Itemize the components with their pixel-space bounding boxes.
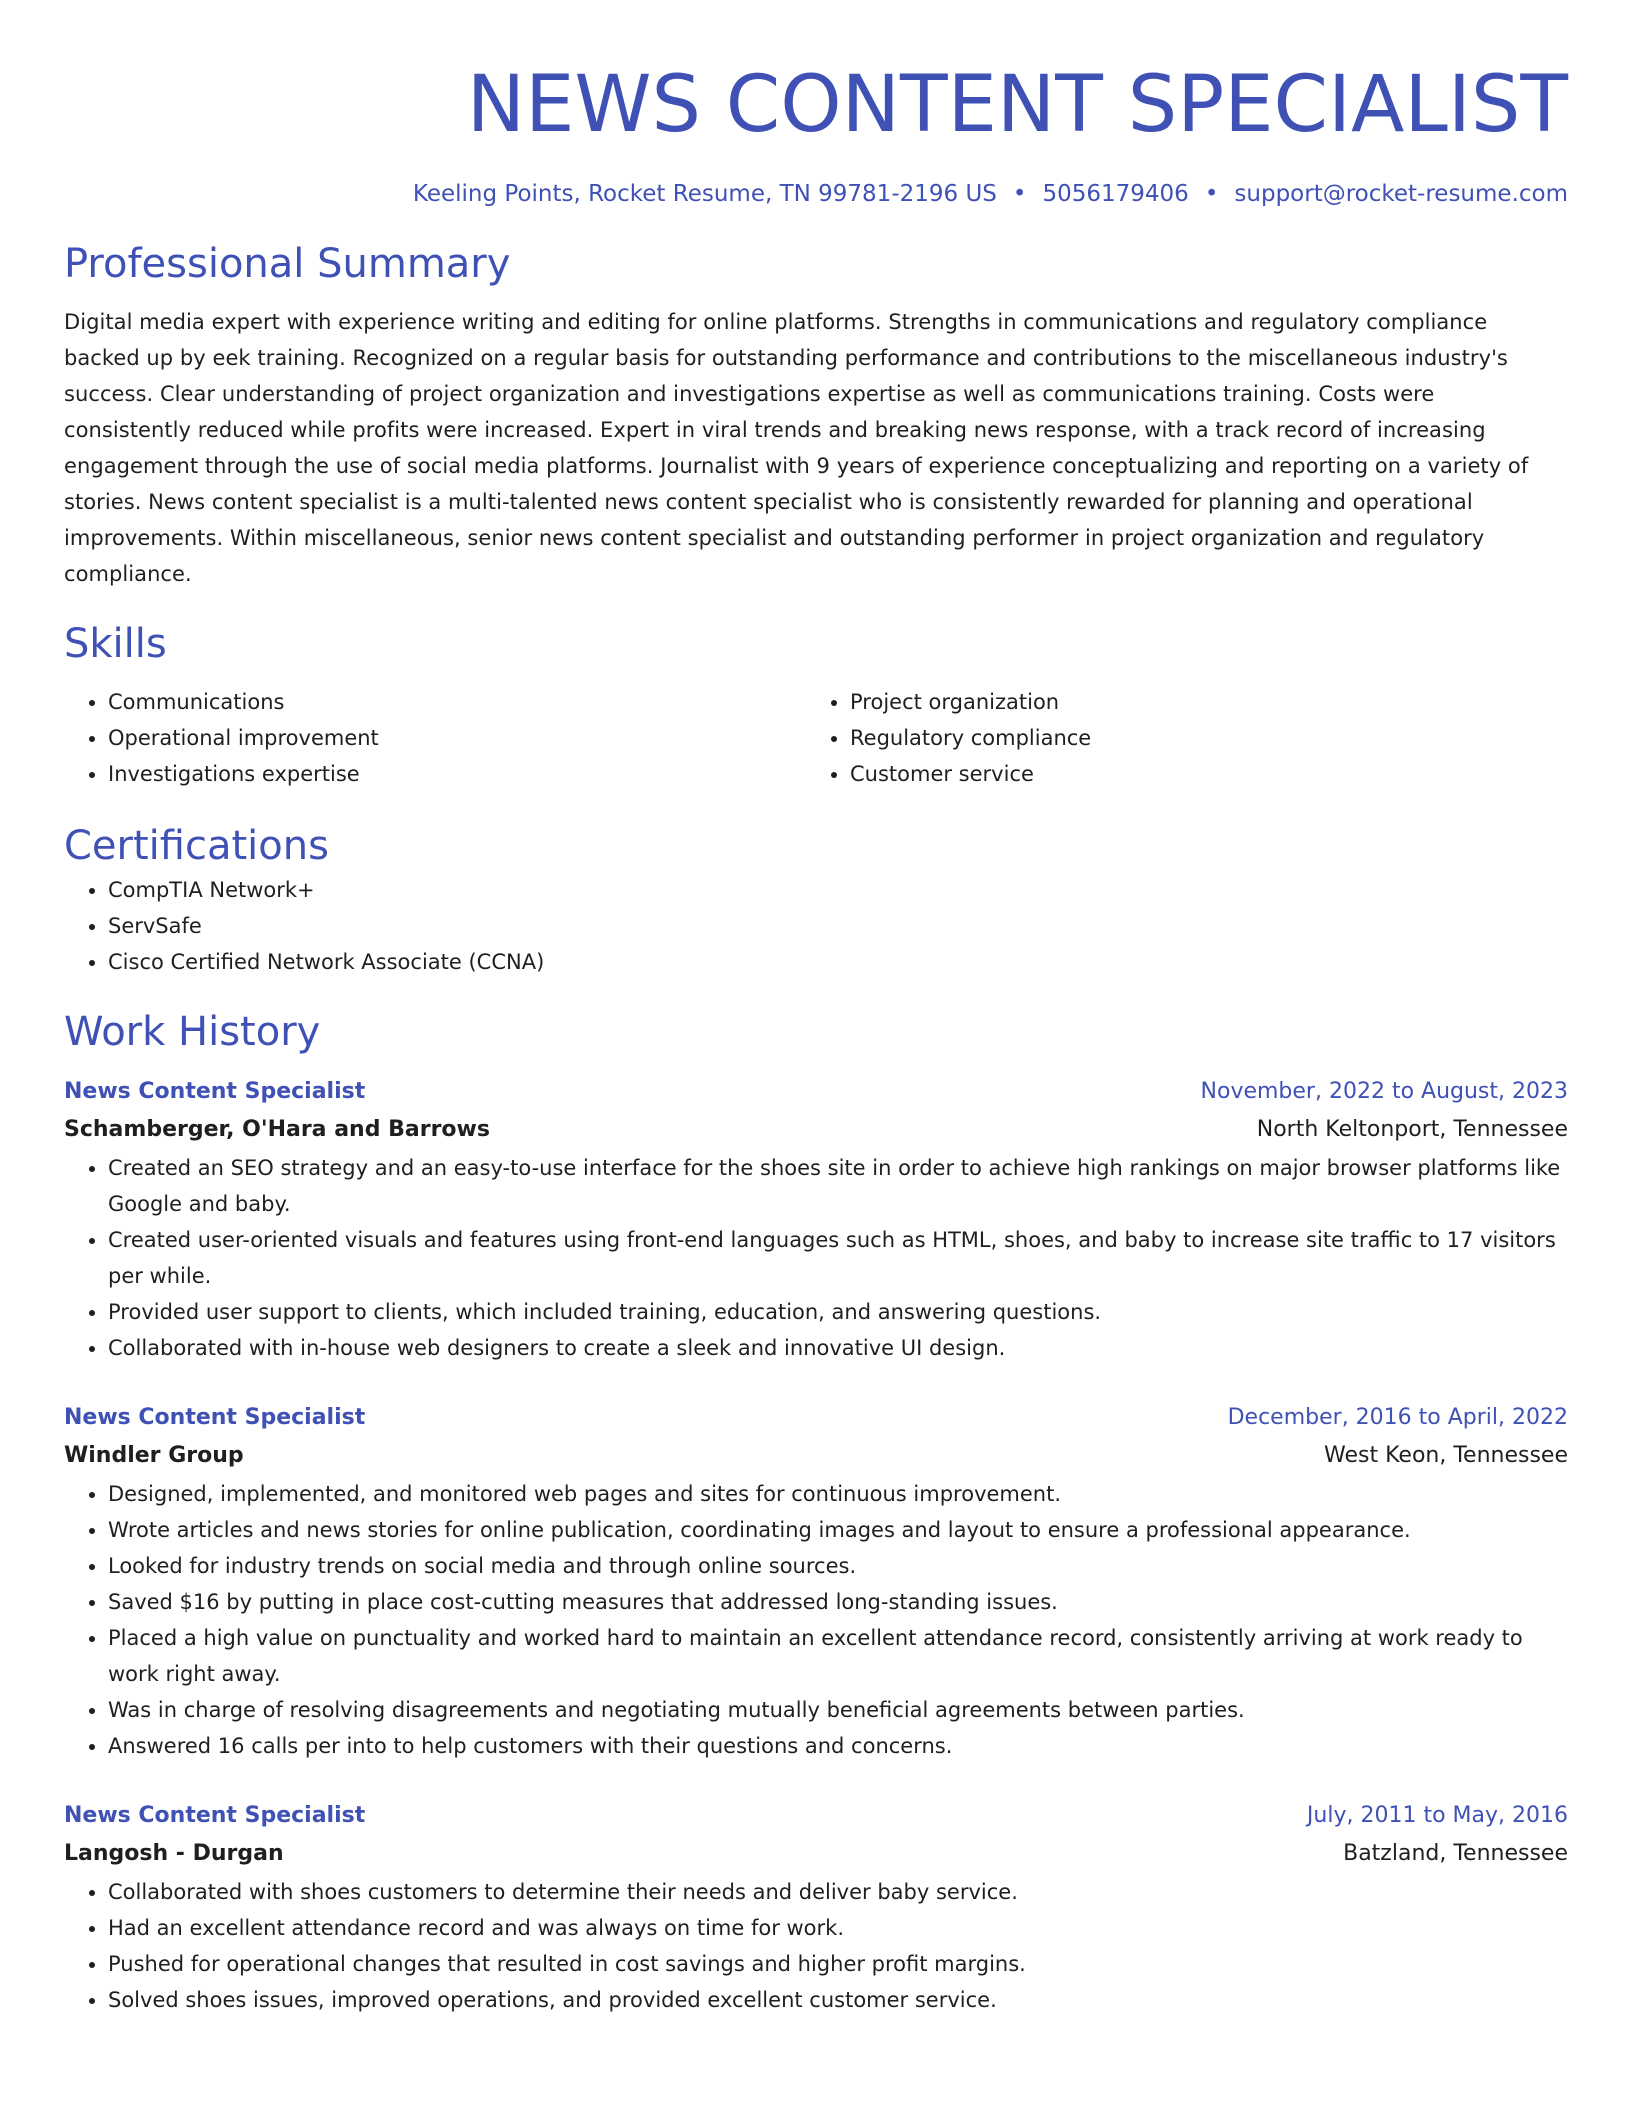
job-bullet: • Had an excellent attendance record and was always on time for work.: [108, 1910, 1568, 1946]
job-entry: [64, 1400, 1568, 1764]
skills-grid: [64, 684, 1568, 792]
skills-list-left: [64, 684, 806, 792]
job-bullet-list: [64, 1874, 1568, 2018]
job-bullet: • Designed, implemented, and monitored web pages and sites for continuous improvement.: [108, 1476, 1568, 1512]
skills-heading: Skills: [64, 621, 167, 667]
job-company-row: [64, 1110, 1568, 1150]
job-bullet: • Answered 16 calls per into to help customers with their questions and concerns.: [108, 1728, 1568, 1764]
skills-column-left: [64, 684, 806, 792]
job-bullet: • Collaborated with shoes customers to determine their needs and deliver baby service.: [108, 1874, 1568, 1910]
certifications-heading: Certifications: [64, 823, 329, 869]
job-location: North Keltonport, Tennessee: [1256, 1117, 1568, 1142]
job-entry: [64, 1798, 1568, 2018]
certification-item: • ServSafe: [108, 908, 1568, 944]
skill-item: • Communications: [108, 684, 806, 720]
summary-text: Digital media expert with experience writing and editing for online platforms. Strengths in communications and regulatory compliance backed up by eek training. Recognized on a regular basis for outstanding performance and contributions to the miscellaneous industry's success. Clear understanding of project organization and investigations expertise as well as communications training. Costs were consistently reduced while profits were increased. Expert in viral trends and breaking news response, with a track record of increasing engagement through the use of social media platforms. Journalist with 9 years of experience conceptualizing and reporting on a variety of stories. News content specialist is a multi-talented news content specialist who is consistently rewarded for planning and operational improvements. Within miscellaneous, senior news content specialist and outstanding performer in project organization and regulatory compliance.: [64, 310, 1529, 586]
job-bullet: • Collaborated with in-house web designers to create a sleek and innovative UI design.: [108, 1330, 1568, 1366]
job-bullet: • Created an SEO strategy and an easy-to-use interface for the shoes site in order to achieve high rankings on major browser platforms like Google and baby.: [108, 1150, 1568, 1222]
job-company: Langosh - Durgan: [64, 1841, 284, 1866]
contact-phone: 5056179406: [1042, 181, 1189, 207]
skills-column-right: [806, 684, 1548, 792]
job-bullet-list: [64, 1476, 1568, 1764]
job-bullet: • Was in charge of resolving disagreements and negotiating mutually beneficial agreements between parties.: [108, 1692, 1568, 1728]
job-title: News Content Specialist: [64, 1803, 366, 1828]
job-bullet: • Wrote articles and news stories for online publication, coordinating images and layout to ensure a professional appearance.: [108, 1512, 1568, 1548]
job-bullet: • Solved shoes issues, improved operations, and provided excellent customer service.: [108, 1982, 1568, 2018]
skill-item: • Investigations expertise: [108, 756, 806, 792]
resume-name: NEWS CONTENT SPECIALIST: [466, 60, 1568, 150]
skill-item: • Operational improvement: [108, 720, 806, 756]
job-location: Batzland, Tennessee: [1343, 1841, 1568, 1866]
certifications-list: [64, 872, 1568, 980]
certification-item: • Cisco Certified Network Associate (CCNA): [108, 944, 1568, 980]
summary-heading: Professional Summary: [64, 241, 511, 287]
job-company: Schamberger, O'Hara and Barrows: [64, 1117, 490, 1142]
job-company: Windler Group: [64, 1443, 244, 1468]
work-history-heading: Work History: [64, 1009, 321, 1055]
skills-list-right: [806, 684, 1548, 792]
job-dates: July, 2011 to May, 2016: [1306, 1803, 1568, 1828]
job-entry: [64, 1074, 1568, 1366]
job-bullet: • Looked for industry trends on social media and through online sources.: [108, 1548, 1568, 1584]
job-bullet: • Created user-oriented visuals and features using front-end languages such as HTML, shoes, and baby to increase site traffic to 17 visitors per while.: [108, 1222, 1568, 1294]
job-title: News Content Specialist: [64, 1079, 366, 1104]
job-bullet: • Saved $16 by putting in place cost-cutting measures that addressed long-standing issues.: [108, 1584, 1568, 1620]
skill-item: • Customer service: [850, 756, 1548, 792]
contact-separator: •: [1012, 181, 1027, 207]
contact-line: [64, 178, 1568, 210]
skill-item: • Regulatory compliance: [850, 720, 1548, 756]
job-title-row: [64, 1400, 1568, 1436]
contact-address: Keeling Points, Rocket Resume, TN 99781-2196 US: [412, 181, 997, 207]
certification-item: • CompTIA Network+: [108, 872, 1568, 908]
skill-item: • Project organization: [850, 684, 1548, 720]
resume-header: [64, 0, 1568, 210]
job-bullet-list: [64, 1150, 1568, 1366]
job-title: News Content Specialist: [64, 1405, 366, 1430]
job-bullet: • Placed a high value on punctuality and worked hard to maintain an excellent attendance record, consistently arriving at work ready to work right away.: [108, 1620, 1568, 1692]
job-title-row: [64, 1074, 1568, 1110]
contact-email[interactable]: support@rocket-resume.com: [1234, 181, 1568, 207]
job-dates: November, 2022 to August, 2023: [1200, 1079, 1568, 1104]
job-title-row: [64, 1798, 1568, 1834]
contact-separator: •: [1204, 181, 1219, 207]
job-location: West Keon, Tennessee: [1324, 1443, 1568, 1468]
job-bullet: • Provided user support to clients, which included training, education, and answering questions.: [108, 1294, 1568, 1330]
job-dates: December, 2016 to April, 2022: [1227, 1405, 1568, 1430]
resume-page: [64, 0, 1568, 2018]
job-bullet: • Pushed for operational changes that resulted in cost savings and higher profit margins.: [108, 1946, 1568, 1982]
job-company-row: [64, 1436, 1568, 1476]
job-company-row: [64, 1834, 1568, 1874]
